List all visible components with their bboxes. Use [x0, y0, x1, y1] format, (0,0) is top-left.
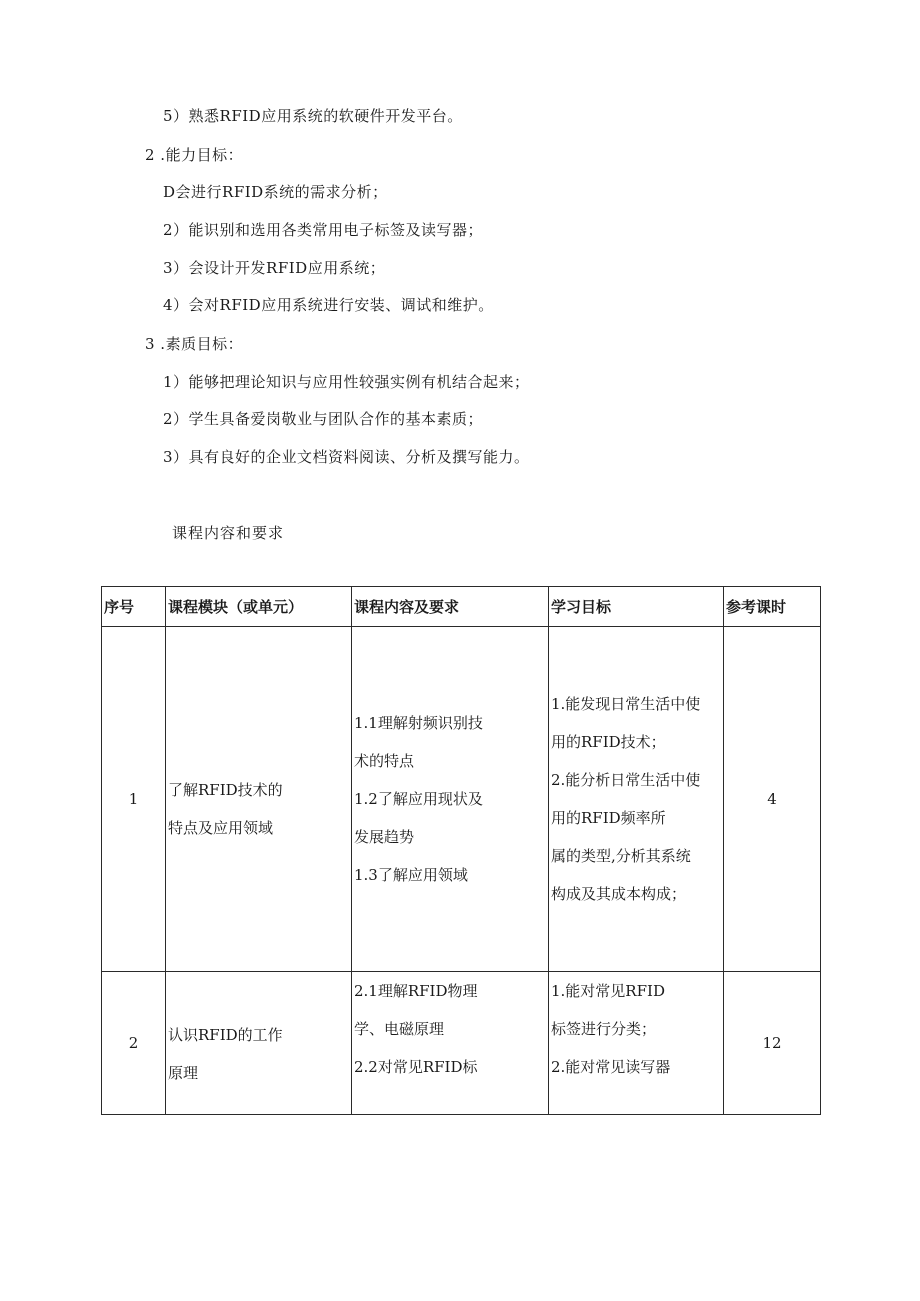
quality-item-3: 3）具有良好的企业文档资料阅读、分析及撰写能力。: [163, 448, 530, 466]
header-module: 课程模块（或单元）: [166, 587, 352, 627]
content-line: 2.2对常见RFID标: [354, 1058, 478, 1076]
goal-line: 用的RFID频率所: [551, 809, 666, 827]
table-header-row: [102, 587, 821, 627]
header-content: 课程内容及要求: [352, 587, 549, 627]
table-row: [102, 627, 821, 972]
goal-line: 1.能发现日常生活中使: [551, 695, 701, 713]
module-line: 原理: [168, 1064, 199, 1082]
goal-line: 属的类型,分析其系统: [551, 847, 691, 865]
module-line: 认识RFID的工作: [168, 1026, 283, 1044]
ability-item-4: 4）会对RFID应用系统进行安装、调试和维护。: [163, 296, 494, 314]
row-number: 2: [102, 972, 166, 1115]
header-no: 序号: [102, 587, 166, 627]
quality-item-2: 2）学生具备爱岗敬业与团队合作的基本素质；: [163, 410, 484, 428]
goals-cell: [549, 627, 724, 972]
goal-line: 用的RFID技术；: [551, 733, 666, 751]
goal-line: 标签进行分类；: [551, 1020, 657, 1038]
table-row: [102, 972, 821, 1115]
quality-heading: 3 .素质目标：: [145, 335, 244, 353]
ability-item-2: 2）能识别和选用各类常用电子标签及读写器；: [163, 221, 484, 239]
hours-cell: 12: [724, 972, 821, 1115]
header-hours: 参考课时: [724, 587, 821, 627]
hours-cell: 4: [724, 627, 821, 972]
goals-cell: [549, 972, 724, 1115]
goal-line: 2.能分析日常生活中使: [551, 771, 701, 789]
content-line: 2.1理解RFID物理: [354, 982, 478, 1000]
knowledge-item-5: 5）熟悉RFID应用系统的软硬件开发平台。: [163, 107, 463, 125]
module-cell: [166, 972, 352, 1115]
content-line: 1.1理解射频识别技: [354, 714, 483, 732]
ability-item-1: D会进行RFID系统的需求分析；: [163, 183, 388, 201]
content-line: 学、电磁原理: [354, 1020, 445, 1038]
goal-line: 1.能对常见RFID: [551, 982, 665, 1000]
content-line: 发展趋势: [354, 828, 415, 846]
content-line: 术的特点: [354, 752, 415, 770]
row-number: 1: [102, 627, 166, 972]
content-line: 1.2了解应用现状及: [354, 790, 483, 808]
goal-line: 构成及其成本构成；: [551, 885, 687, 903]
course-table: [101, 586, 821, 1115]
content-cell: [352, 627, 549, 972]
section-title: 课程内容和要求: [172, 524, 285, 542]
quality-item-1: 1）能够把理论知识与应用性较强实例有机结合起来；: [163, 373, 530, 391]
module-line: 特点及应用领域: [168, 819, 274, 837]
content-line: 1.3了解应用领域: [354, 866, 468, 884]
module-line: 了解RFID技术的: [168, 781, 283, 799]
content-cell: [352, 972, 549, 1115]
header-goals: 学习目标: [549, 587, 724, 627]
ability-heading: 2 .能力目标：: [145, 146, 244, 164]
goal-line: 2.能对常见读写器: [551, 1058, 671, 1076]
ability-item-3: 3）会设计开发RFID应用系统；: [163, 259, 386, 277]
module-cell: [166, 627, 352, 972]
